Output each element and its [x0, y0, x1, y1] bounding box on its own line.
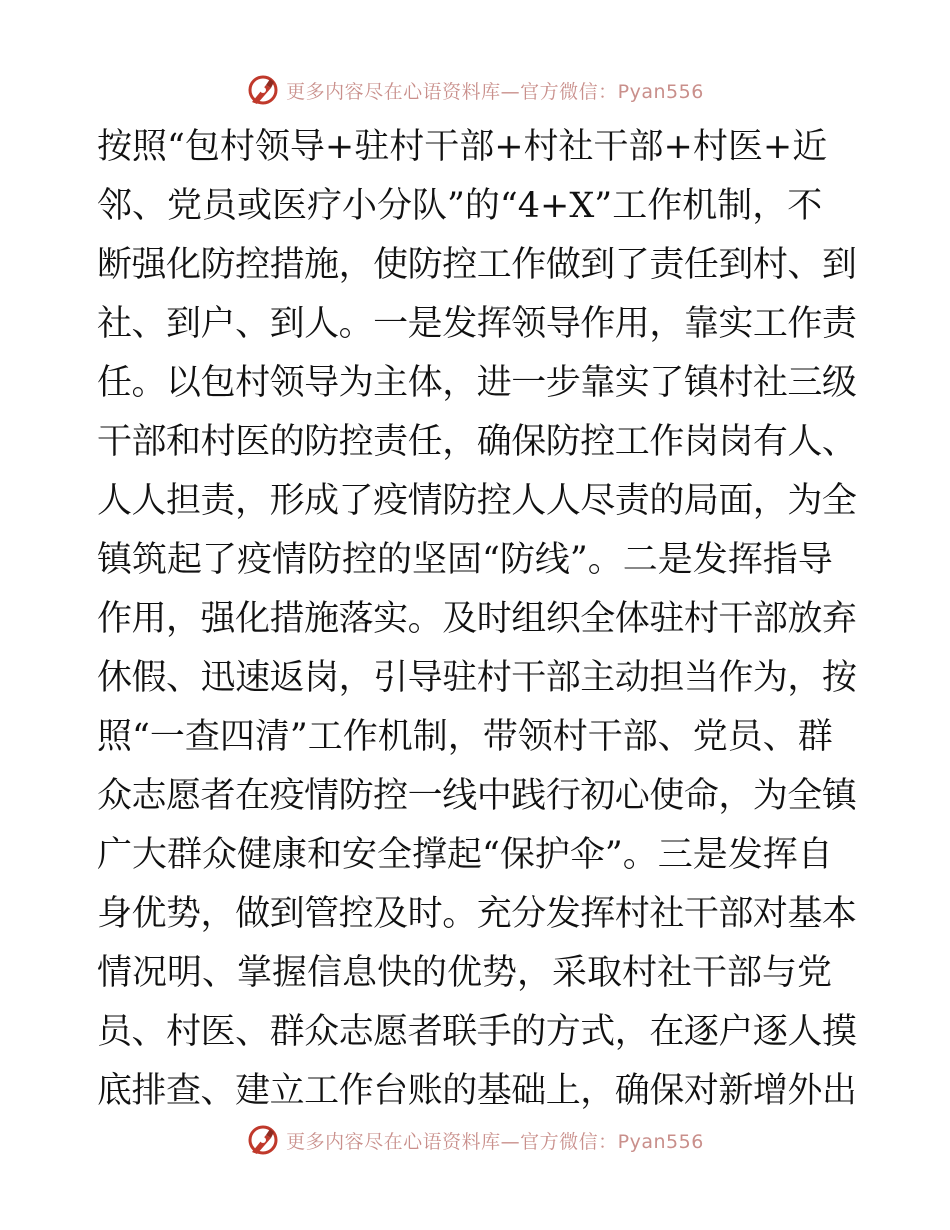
- pen-circle-logo-icon: [246, 1123, 280, 1157]
- body-text-line: 任。以包村领导为主体，进一步靠实了镇村社三级: [97, 363, 857, 403]
- body-text-line: 广大群众健康和安全撑起“保护伞”。三是发挥自: [97, 835, 833, 875]
- pen-circle-logo-icon: [246, 73, 280, 107]
- body-text-line: 作用，强化措施落实。及时组织全体驻村干部放弃: [97, 599, 857, 639]
- body-text-line: 邻、党员或医疗小分队”的“4+X”工作机制，不: [97, 186, 823, 226]
- body-text-line: 休假、迅速返岗，引导驻村干部主动担当作为，按: [97, 658, 857, 698]
- footer-banner-text: 更多内容尽在心语资料库—官方微信：Pyan556: [286, 1130, 704, 1153]
- body-text-line: 断强化防控措施，使防控工作做到了责任到村、到: [97, 245, 857, 285]
- body-text-line: 按照“包村领导+驻村干部+村社干部+村医+近: [97, 127, 828, 167]
- body-text-line: 情况明、掌握信息快的优势，采取村社干部与党: [97, 953, 833, 993]
- header-banner: [0, 70, 950, 110]
- body-text-line: 身优势，做到管控及时。充分发挥村社干部对基本: [97, 894, 857, 934]
- body-text-line: 人人担责，形成了疫情防控人人尽责的局面，为全: [97, 481, 857, 521]
- body-text-line: 镇筑起了疫情防控的坚固“防线”。二是发挥指导: [97, 540, 833, 580]
- footer-banner: [0, 1120, 950, 1160]
- body-text-line: 干部和村医的防控责任，确保防控工作岗岗有人、: [97, 422, 857, 462]
- body-text-line: 照“一查四清”工作机制，带领村干部、党员、群: [97, 717, 833, 757]
- header-banner-text: 更多内容尽在心语资料库—官方微信：Pyan556: [286, 80, 704, 103]
- body-text-line: 底排查、建立工作台账的基础上，确保对新增外出: [97, 1071, 857, 1111]
- body-text-line: 社、到户、到人。一是发挥领导作用，靠实工作责: [97, 304, 857, 344]
- body-text-line: 众志愿者在疫情防控一线中践行初心使命，为全镇: [97, 776, 857, 816]
- body-text-line: 员、村医、群众志愿者联手的方式，在逐户逐人摸: [97, 1012, 857, 1052]
